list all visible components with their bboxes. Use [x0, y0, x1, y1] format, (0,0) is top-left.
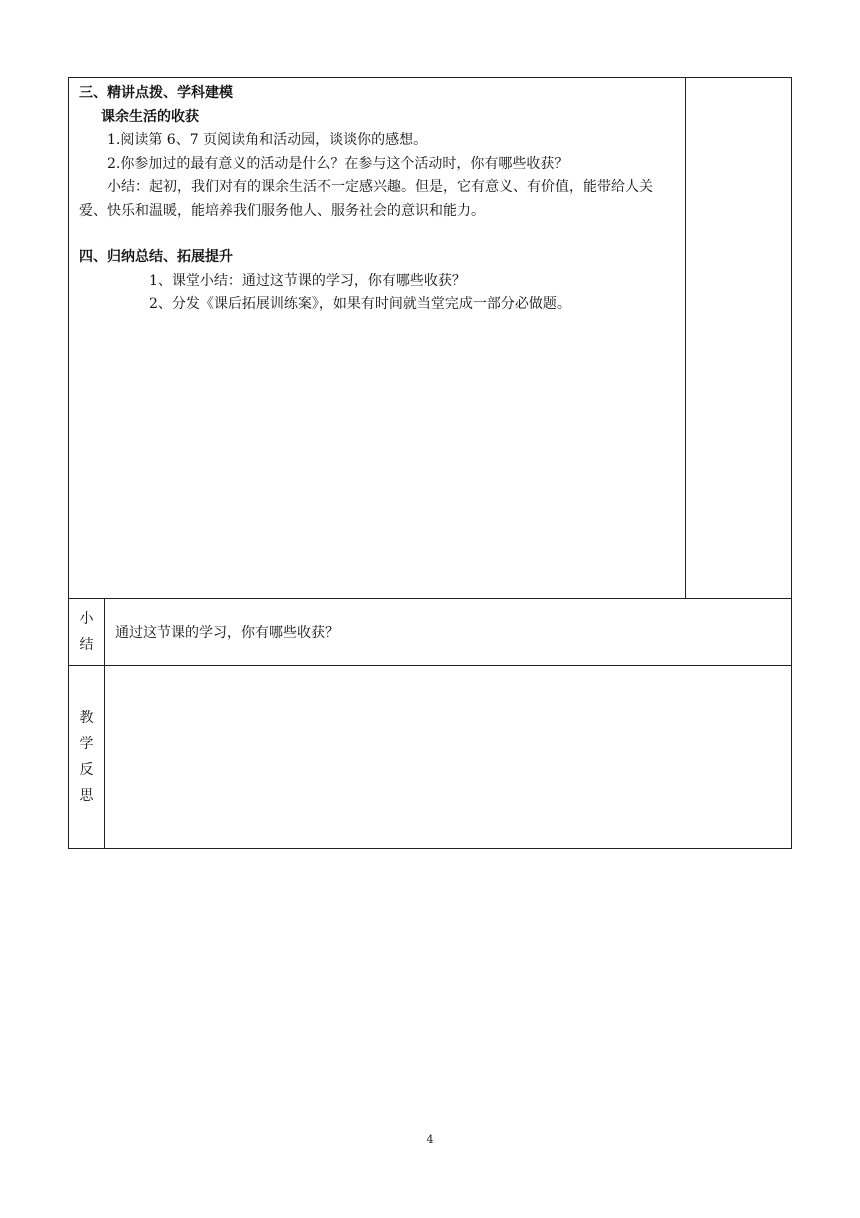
reflection-label-char-4: 思 [79, 788, 94, 804]
summary-text: 通过这节课的学习，你有哪些收获？ [105, 599, 792, 666]
section3-summary: 小结：起初，我们对有的课余生活不一定感兴趣。但是，它有意义、有价值，能带给人关爱、快乐和温暖，能培养我们服务他人、服务社会的意识和能力。 [79, 179, 653, 219]
section3-item1: 1.阅读第 6、7 页阅读角和活动园，谈谈你的感想。 [107, 132, 428, 148]
summary-label-char-2: 结 [79, 637, 94, 653]
reflection-label-char-2: 学 [79, 736, 94, 752]
section4-item1: 1、课堂小结：通过这节课的学习，你有哪些收获？ [149, 272, 466, 289]
reflection-row [69, 666, 792, 849]
page-number: 4 [426, 1133, 434, 1146]
main-content-row [69, 78, 792, 599]
section3-item2: 2.你参加过的最有意义的活动是什么？在参与这个活动时，你有哪些收获？ [107, 155, 569, 172]
summary-label-char-1: 小 [79, 611, 94, 627]
reflection-label-char-1: 教 [79, 710, 94, 726]
summary-row [69, 599, 792, 666]
section3-heading: 三、精讲点拨、学科建模 [79, 85, 233, 101]
section4-item2: 2、分发《课后拓展训练案》，如果有时间就当堂完成一部分必做题。 [149, 296, 571, 312]
main-content-cell [69, 78, 686, 599]
side-notes-cell [686, 78, 792, 599]
lesson-plan-table [68, 77, 792, 849]
reflection-label [69, 666, 105, 849]
reflection-content-cell [105, 666, 792, 849]
summary-label [69, 599, 105, 666]
section3-subheading: 课余生活的收获 [101, 108, 199, 125]
section4-heading: 四、归纳总结、拓展提升 [79, 249, 233, 265]
section-spacer [79, 223, 677, 246]
reflection-label-char-3: 反 [79, 762, 94, 778]
